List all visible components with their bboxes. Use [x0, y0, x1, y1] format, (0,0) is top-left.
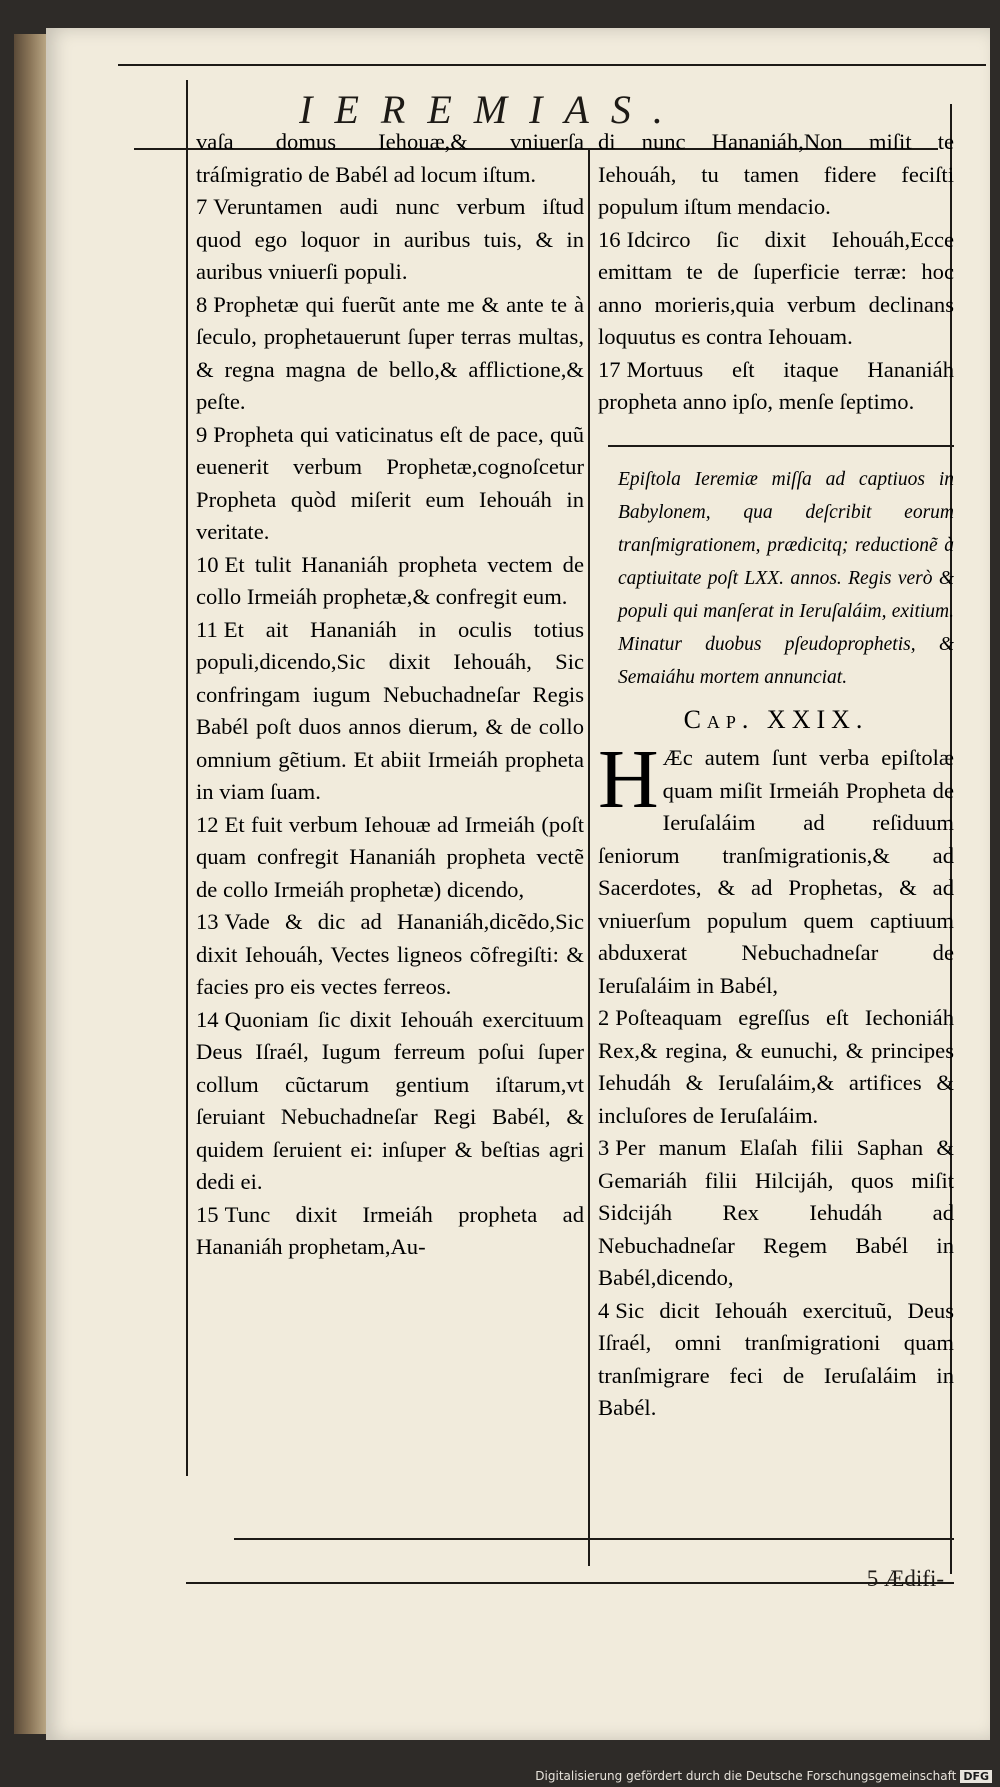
verse-text: Per manum Elaſah filii Saphan & Gemariáh filii Hilcijáh, quos miſit Sidcijáh Rex Iehudáh ad Nebuchadneſar Regem Babél in Babél,dicendo,	[598, 1135, 954, 1290]
left-text-column	[196, 126, 584, 1264]
verse	[196, 191, 584, 289]
verse	[196, 614, 584, 809]
verse-number: 10	[196, 551, 219, 577]
verse-number: 9	[196, 421, 208, 447]
verse-text: Et ait Hananiáh in oculis totius populi,dicendo,Sic dixit Iehouáh, Sic confringam iugum Nebuchadneſar Regis Babél poſt duos annos dierum, & de collo omnium gẽtium. Et abiit Irmeiáh propheta in viam ſuam.	[196, 616, 584, 804]
verse-text: Prophetæ qui fuerũt ante me & ante te à ſeculo, prophetauerunt ſuper terras multas, & regna magna de bello,& afflictione,& peſte.	[196, 291, 584, 414]
verse	[598, 126, 954, 224]
verse	[196, 906, 584, 1004]
verse-text: Poſteaquam egreſſus eſt Iechoniáh Rex,& regina, & eunuchi, & principes Iehudáh & Ieruſaláim,& artifices & incluſores de Ieruſaláim.	[598, 1005, 954, 1128]
credit-text: Digitalisierung gefördert durch die Deutsche Forschungsgemeinschaft	[535, 1769, 957, 1783]
verse-text: Idcirco ſic dixit Iehouáh,Ecce emittam te de ſuperficie terræ: hoc anno morieris,quia verbum declinans loquutus es contra Iehouam.	[598, 226, 954, 349]
verse-number: 14	[196, 1006, 219, 1032]
verse	[196, 289, 584, 419]
chapter-heading: Cap. XXIX.	[683, 704, 869, 734]
footer-rule	[234, 1538, 954, 1540]
verse-number: 4	[598, 1297, 610, 1323]
verse-text: Quoniam ſic dixit Iehouáh exercituum Deus Iſraél, Iugum ferreum poſui ſuper collum cũctarum gentium iſtarum,vt ſeruiant Nebuchadneſar Regi Babél, & quidem ſeruient ei: inſuper & beſtias agri dedi ei.	[196, 1006, 584, 1194]
right-column-verses-bottom	[598, 733, 954, 1425]
right-text-column	[598, 126, 954, 1425]
verse-number: 7	[196, 194, 208, 219]
verse-number: 16	[598, 226, 621, 252]
verse-text: Et tulit Hananiáh propheta vectem de collo Irmeiáh prophetæ,& confregit eum.	[196, 551, 584, 609]
verse	[196, 809, 584, 907]
verse	[598, 1002, 954, 1132]
verse	[196, 126, 584, 191]
digitization-credit	[0, 1769, 1000, 1783]
catchword: 5 Ædifi-	[866, 1566, 944, 1591]
verse-text: Tunc dixit Irmeiáh propheta ad Hananiáh prophetam,Au-	[196, 1201, 584, 1259]
verse	[196, 1004, 584, 1199]
bottom-rule	[186, 1582, 954, 1584]
verse-number: 8	[196, 291, 208, 317]
chapter-argument: Epiſtola Ieremiæ miſſa ad captiuos in Babylonem, qua deſcribit eorum tranſmigrationem, prædicitq; reductionẽ à captiuitate poſt LXX. annos. Regis verò & populi qui manſerat in Ieruſaláim, exitium. Minatur duobus pſeudoprophetis, & Semaiáhu mortem annunciat.	[618, 468, 954, 688]
verse-number: 17	[598, 356, 621, 382]
verse	[598, 1295, 954, 1425]
verse	[598, 224, 954, 354]
verse-number: 2	[598, 1005, 610, 1030]
verse-text: di nunc Hananiáh,Non miſit te Iehouáh, tu tamen fidere feciſti populum iſtum mendacio.	[598, 129, 954, 219]
verse-text: Et fuit verbum Iehouæ ad Irmeiáh (poſt quam confregit Hananiáh propheta vectẽ de collo Irmeiáh prophetæ) dicendo,	[196, 811, 584, 902]
verse	[598, 354, 954, 419]
verse-number: 12	[196, 811, 219, 837]
verse-text: Æc autem ſunt verba epiſtolæ quam miſit Irmeiáh Propheta de Ieruſaláim ad reſiduum ſeniorum tranſmigrationis,& ad Sacerdotes, & ad Prophetas, & ad vniuerſum populum quem captiuum abduxerat Nebuchadneſar de Ieruſaláim in Babél,	[598, 745, 954, 998]
verse-text: Mortuus eſt itaque Hananiáh propheta anno ipſo, menſe ſeptimo.	[598, 356, 954, 414]
verse-text: vaſa domus Iehouæ,& vniuerſa tráſmigratio de Babél ad locum iſtum.	[196, 129, 584, 187]
header-rule-top	[118, 64, 986, 66]
verse	[196, 1199, 584, 1264]
verse-text: Veruntamen audi nunc verbum iſtud quod ego loquor in auribus tuis, & in auribus vniuerſi populi.	[196, 194, 584, 284]
chapter-opening	[598, 733, 954, 1425]
left-margin-rule	[186, 80, 188, 1476]
verse-number: 11	[196, 616, 218, 642]
verse-number: 15	[196, 1201, 219, 1227]
right-column-verses-top	[598, 126, 954, 419]
verse	[196, 419, 584, 549]
verse	[196, 549, 584, 614]
verse-text: Vade & dic ad Hananiáh,dicẽdo,Sic dixit Iehouáh, Vectes ligneos cõfregiſti: & facies pro eis vectes ferreos.	[196, 909, 584, 999]
column-divider	[588, 150, 590, 1566]
dfg-logo: DFG	[960, 1770, 992, 1783]
verse-number: 3	[598, 1135, 610, 1160]
verse-text: Sic dicit Iehouáh exercituũ, Deus Iſraél, omni tranſmigrationi quam tranſmigrare feci de Ieruſaláim in Babél.	[598, 1297, 954, 1420]
drop-cap: H	[598, 733, 659, 826]
verse-text: Propheta qui vaticinatus eſt de pace, quũ euenerit verbum Prophetæ,cognoſcetur Propheta quòd miſerit eum Iehouáh in veritate.	[196, 421, 584, 544]
verse-number: 13	[196, 909, 219, 934]
argument-separator	[608, 445, 954, 447]
verse	[598, 1132, 954, 1295]
running-head: IEREMIAS.	[299, 87, 685, 132]
